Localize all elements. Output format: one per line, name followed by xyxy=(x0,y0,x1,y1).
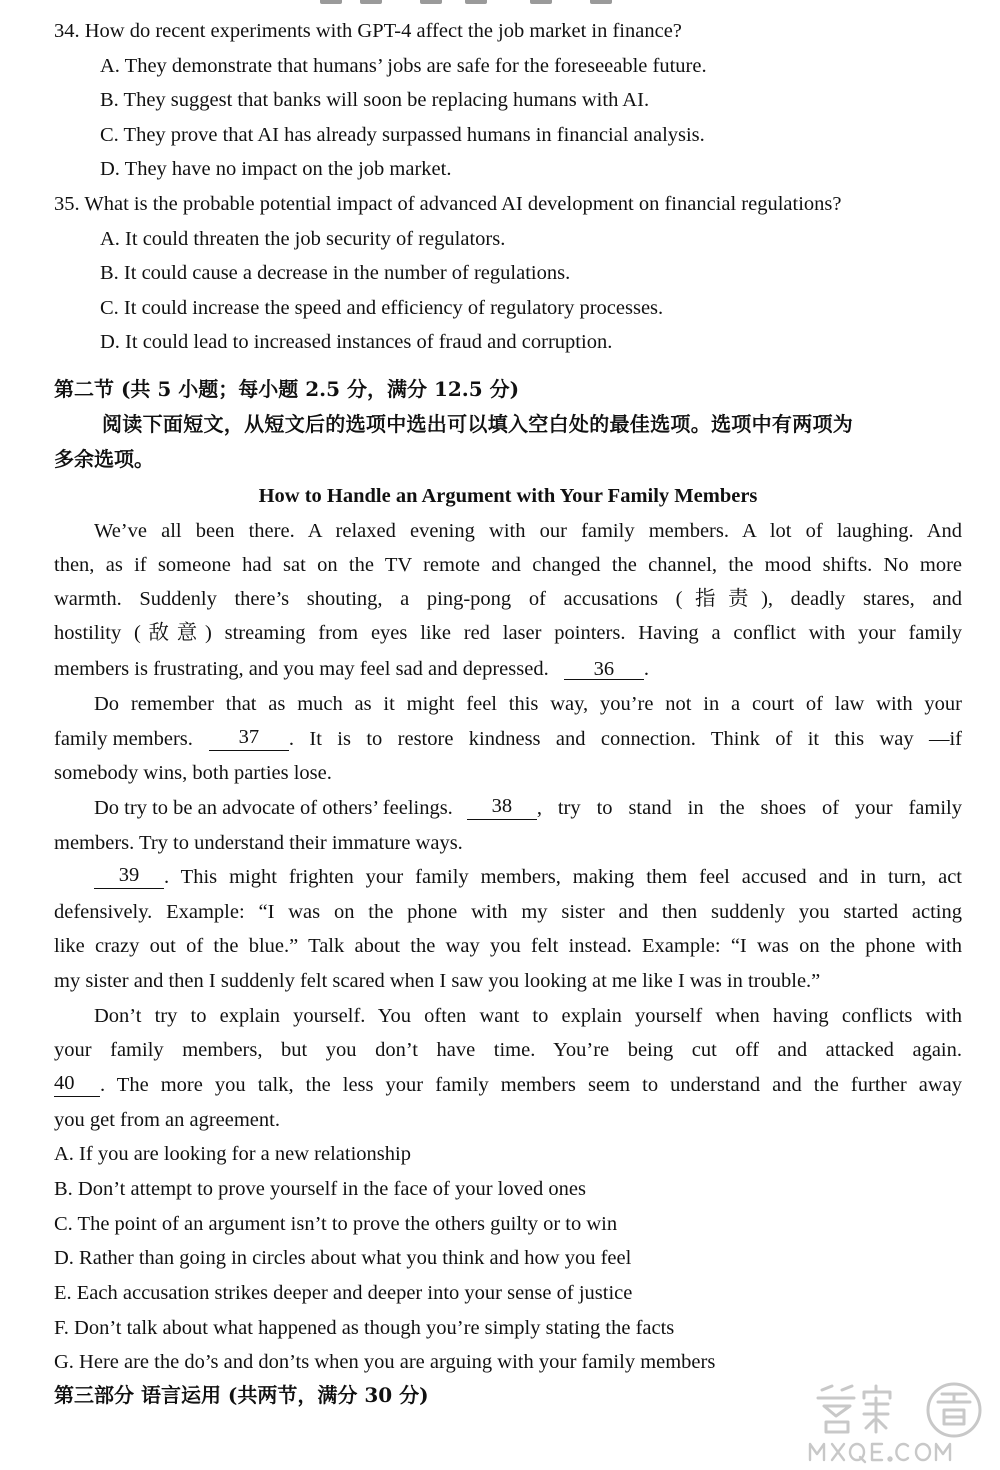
section2-instruction-line2: 多余选项。 xyxy=(54,447,154,471)
q34-option-d: D. They have no impact on the job market. xyxy=(100,158,452,180)
p4-line3: like crazy out of the blue.” Talk about the way you felt instead. Example: “I was on the phone with xyxy=(54,935,962,957)
watermark-logo-glyphs xyxy=(818,1384,980,1436)
blank-39[interactable]: 39 xyxy=(94,865,164,889)
part3-heading: 第三部分 语言运用 (共两节，满分 30 分) xyxy=(54,1383,429,1407)
p1-line5: members is frustrating, and you may feel sad and depressed. 36 . xyxy=(54,658,649,680)
p1-line4: hostility (敌意) streaming from eyes like red laser pointers. Having a conflict with your family xyxy=(54,622,962,644)
p5-line2: your family members, but you don’t have time. You’re being cut off and attacked again. xyxy=(54,1039,962,1061)
q34-option-a: A. They demonstrate that humans’ jobs are safe for the foreseeable future. xyxy=(100,55,707,77)
p2-line2 xyxy=(54,727,962,751)
section2-heading: 第二节 (共 5 小题；每小题 2.5 分，满分 12.5 分) xyxy=(54,377,520,401)
p5-line1: Don’t try to explain yourself. You often want to explain yourself when having conflicts with xyxy=(94,1005,962,1027)
watermark-url-glyphs xyxy=(810,1444,950,1462)
p2-line2-post: . It is to restore kindness and connection. Think of it this way —if xyxy=(288,728,962,750)
p5-line3 xyxy=(54,1073,962,1097)
choice-g: G. Here are the do’s and don’ts when you are arguing with your family members xyxy=(54,1351,716,1373)
blank-38[interactable]: 38 xyxy=(467,796,537,820)
blank-37[interactable]: 37 xyxy=(209,727,289,751)
choice-a: A. If you are looking for a new relationship xyxy=(54,1143,411,1165)
q35-option-c: C. It could increase the speed and efficiency of regulatory processes. xyxy=(100,297,664,319)
watermark-logo xyxy=(804,1380,994,1466)
p5-line4: you get from an agreement. xyxy=(54,1109,280,1131)
p2-line1: Do remember that as much as it might feel this way, you’re not in a court of law with your xyxy=(94,693,962,715)
p1-last-text: members is frustrating, and you may feel sad and depressed. xyxy=(54,658,549,680)
q35-option-d: D. It could lead to increased instances of fraud and corruption. xyxy=(100,331,613,353)
p4-line1-post: . This might frighten your family members, making them feel accused and in turn, act xyxy=(164,866,962,888)
p3-line1 xyxy=(94,796,962,820)
q34-option-b: B. They suggest that banks will soon be replacing humans with AI. xyxy=(100,89,650,111)
q35-option-a: A. It could threaten the job security of regulators. xyxy=(100,228,506,250)
p2-line2-pre: family members. xyxy=(54,728,193,750)
q35-option-b: B. It could cause a decrease in the number of regulations. xyxy=(100,262,571,284)
p5-line3-post: . The more you talk, the less your family members seem to understand and the further away xyxy=(100,1074,962,1096)
p2-line3: somebody wins, both parties lose. xyxy=(54,762,332,784)
p4-line2: defensively. Example: “I was on the phone with my sister and then suddenly you started acting xyxy=(54,901,962,923)
blank-40[interactable]: 40 xyxy=(54,1073,100,1097)
passage-title: How to Handle an Argument with Your Family Members xyxy=(258,485,758,507)
p1-line2: then, as if someone had sat on the TV remote and changed the channel, the mood shifts. No more xyxy=(54,554,962,576)
choice-e: E. Each accusation strikes deeper and deeper into your sense of justice xyxy=(54,1282,633,1304)
q34-stem: 34. How do recent experiments with GPT-4 affect the job market in finance? xyxy=(54,20,682,42)
q34-option-c: C. They prove that AI has already surpassed humans in financial analysis. xyxy=(100,124,705,146)
cropped-header-mark xyxy=(300,0,700,6)
p3-line1-pre: Do try to be an advocate of others’ feelings. xyxy=(94,797,453,819)
p1-line1: We’ve all been there. A relaxed evening with our family members. A lot of laughing. And xyxy=(94,520,962,542)
p3-line1-post: , try to stand in the shoes of your family xyxy=(536,797,962,819)
q35-stem: 35. What is the probable potential impact of advanced AI development on financial regulations? xyxy=(54,193,842,215)
p4-line1 xyxy=(94,865,962,889)
choice-f: F. Don’t talk about what happened as though you’re simply stating the facts xyxy=(54,1317,675,1339)
p3-line2: members. Try to understand their immature ways. xyxy=(54,832,463,854)
choice-b: B. Don’t attempt to prove yourself in the face of your loved ones xyxy=(54,1178,586,1200)
p4-line4: my sister and then I suddenly felt scared when I saw you looking at me like I was in trouble.” xyxy=(54,970,821,992)
choice-d: D. Rather than going in circles about what you think and how you feel xyxy=(54,1247,632,1269)
section2-instruction-line1: 阅读下面短文，从短文后的选项中选出可以填入空白处的最佳选项。选项中有两项为 xyxy=(102,412,854,436)
p1-line3: warmth. Suddenly there’s shouting, a ping-pong of accusations (指责), deadly stares, and xyxy=(54,588,962,610)
choice-c: C. The point of an argument isn’t to prove the others guilty or to win xyxy=(54,1213,618,1235)
blank-36[interactable]: 36 xyxy=(564,659,644,680)
